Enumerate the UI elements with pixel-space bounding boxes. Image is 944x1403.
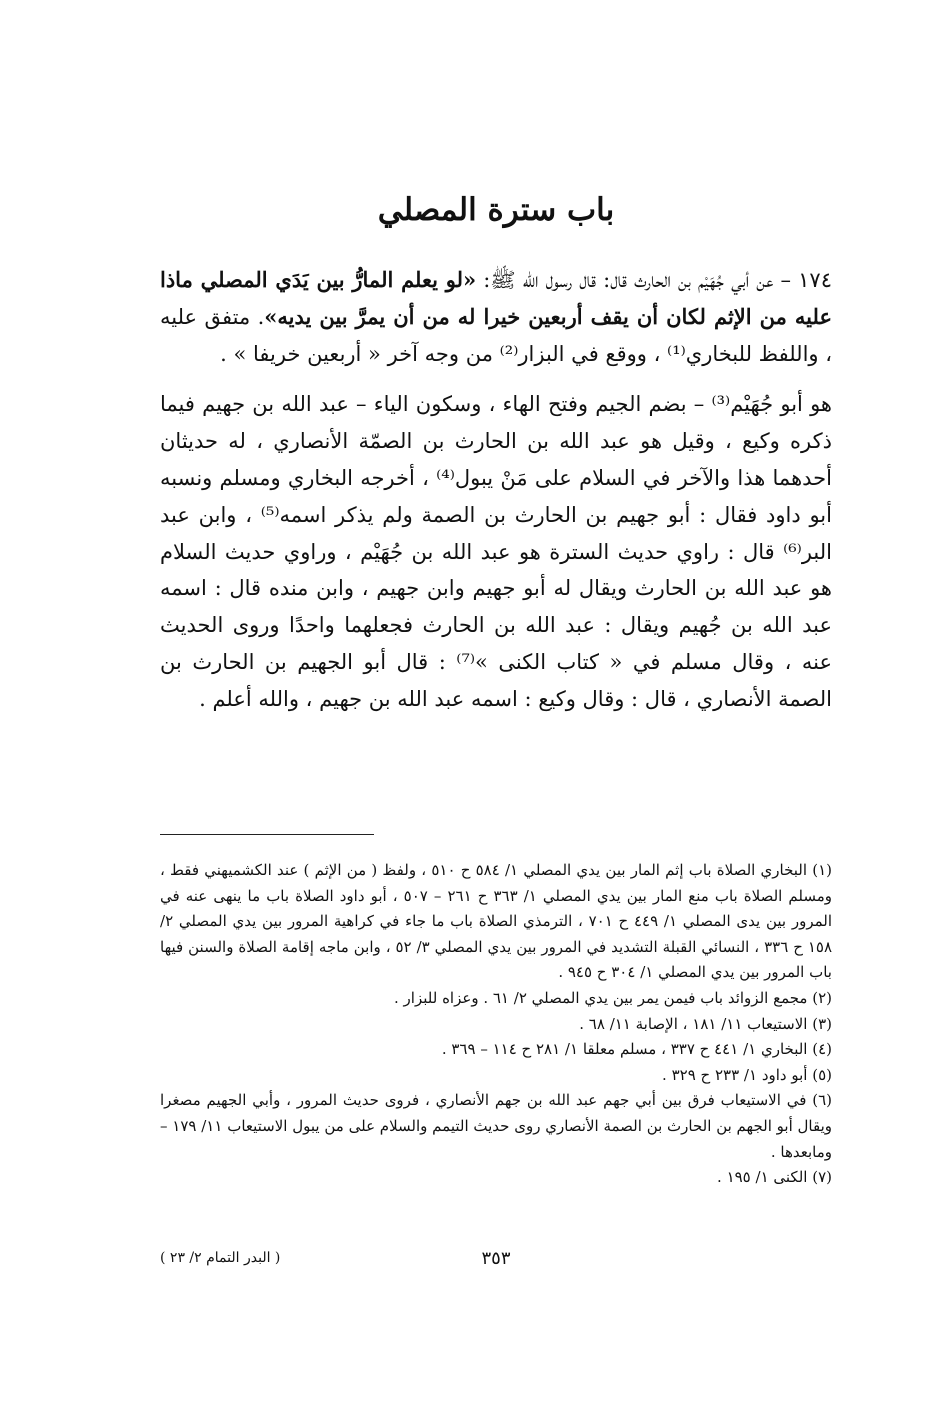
- footnotes: [160, 858, 832, 1191]
- footnote-4: (٤) البخاري ١/ ٤٤١ ح ٣٣٧ ، مسلم معلقا ١/ ٢٨١ ح ١١٤ – ٣٦٩ .: [441, 1040, 832, 1059]
- hadith-lead: ١٧٤ – عن أبي جُهَيْم بن الحارث قال: قال رسول الله ﷺ:: [476, 268, 832, 292]
- main-text: [160, 262, 832, 718]
- chapter-title: باب سترة المصلي: [377, 192, 615, 228]
- footnote-2: (٢) مجمع الزوائد باب فيمن يمر بين يدي المصلي ٢/ ٦١ . وعزاه للبزار .: [394, 988, 832, 1007]
- footnote-separator: [160, 834, 374, 835]
- page-footer: [160, 1248, 832, 1278]
- hadith-bold-text: «لو يعلم المارُّ بين يَدَي المصلي ماذا عليه من الإثم لكان أن يقف أربعين خيرا له من أن يمرَّ بين يديه»: [160, 267, 832, 329]
- hadith-paragraph: [160, 262, 832, 372]
- footnote-1: (١) البخاري الصلاة باب إثم المار بين يدي المصلي ١/ ٥٨٤ ح ٥١٠ ، ولفظ ( من الإثم ) عند الكشميهني فقط ، ومسلم الصلاة باب منع المار بين يدي المصلي ١/ ٣٦٣ ح ٢٦١ – ٥٠٧ ، أبو داود الصلاة باب ما ينهى عنه في المرور بين يدى المصلي ١/ ٤٤٩ ح ٧٠١ ، الترمذي الصلاة باب ما جاء في كراهية المرور بين يدي المصلي ٢/ ١٥٨ ح ٣٣٦ ، النسائي القبلة التشديد في المرور بين يدي المصلي ٣/ ٥٢ ، وابن ماجه إقامة الصلاة والسنن فيها باب المرور بين يدي المصلي ١/ ٣٠٤ ح ٩٤٥ .: [160, 861, 833, 982]
- page-number: ٣٥٣: [481, 1248, 511, 1269]
- footnote-7: (٧) الكنى ١/ ١٩٥ .: [717, 1168, 832, 1187]
- document-page: [160, 0, 832, 1403]
- footnote-5: (٥) أبو داود ١/ ٢٣٣ ح ٣٢٩ .: [662, 1065, 832, 1084]
- commentary-paragraph: هو أبو جُهَيْم⁽³⁾ – بضم الجيم وفتح الهاء ، وسكون الياء – عبد الله بن جهيم فيما ذكره وكيع ، وقيل هو عبد الله بن الحارث بن الصمّة الأنصاري ، له حديثان أحدهما هذا والآخر في السلام على مَنْ يبول⁽⁴⁾ ، أخرجه البخاري ومسلم ونسبه أبو داود فقال : أبو جهيم بن الحارث بن الصمة ولم يذكر اسمه⁽⁵⁾ ، وابن عبد البر⁽⁶⁾ قال : راوي حديث السترة هو عبد الله بن جُهَيْم ، وراوي حديث السلام هو عبد الله بن الحارث ويقال له أبو جهيم وابن جهيم ، وابن منده قال : اسمه عبد الله بن جُهيم ويقال : عبد الله بن الحارث فجعلهما واحدًا وروى الحديث عنه ، وقال مسلم في « كتاب الكنى »⁽⁷⁾ : قال أبو الجهيم بن الحارث بن الصمة الأنصاري ، قال : وقال وكيع : اسمه عبد الله بن جهيم ، والله أعلم .: [160, 392, 833, 711]
- footnote-3: (٣) الاستيعاب ١١/ ١٨١ ، الإصابة ١١/ ٦٨ .: [579, 1014, 832, 1033]
- hadith-tail: . متفق عليه ، واللفظ للبخاري⁽¹⁾ ، ووقع في البزار⁽²⁾ من وجه آخر « أربعين خريفا » .: [160, 304, 832, 366]
- footnote-6: (٦) في الاستيعاب فرق بين أبي جهم عبد الله بن جهم الأنصاري ، فروى حديث المرور ، وأبي الجهيم مصغرا ويقال أبو الجهم بن الحارث بن الصمة الأنصاري روى حديث التيمم والسلام على من يبول الاستيعاب ١١/ ١٧٩ – ومابعدها .: [160, 1091, 832, 1161]
- footer-source: ( البدر التمام ٢/ ٢٣ ): [160, 1250, 281, 1266]
